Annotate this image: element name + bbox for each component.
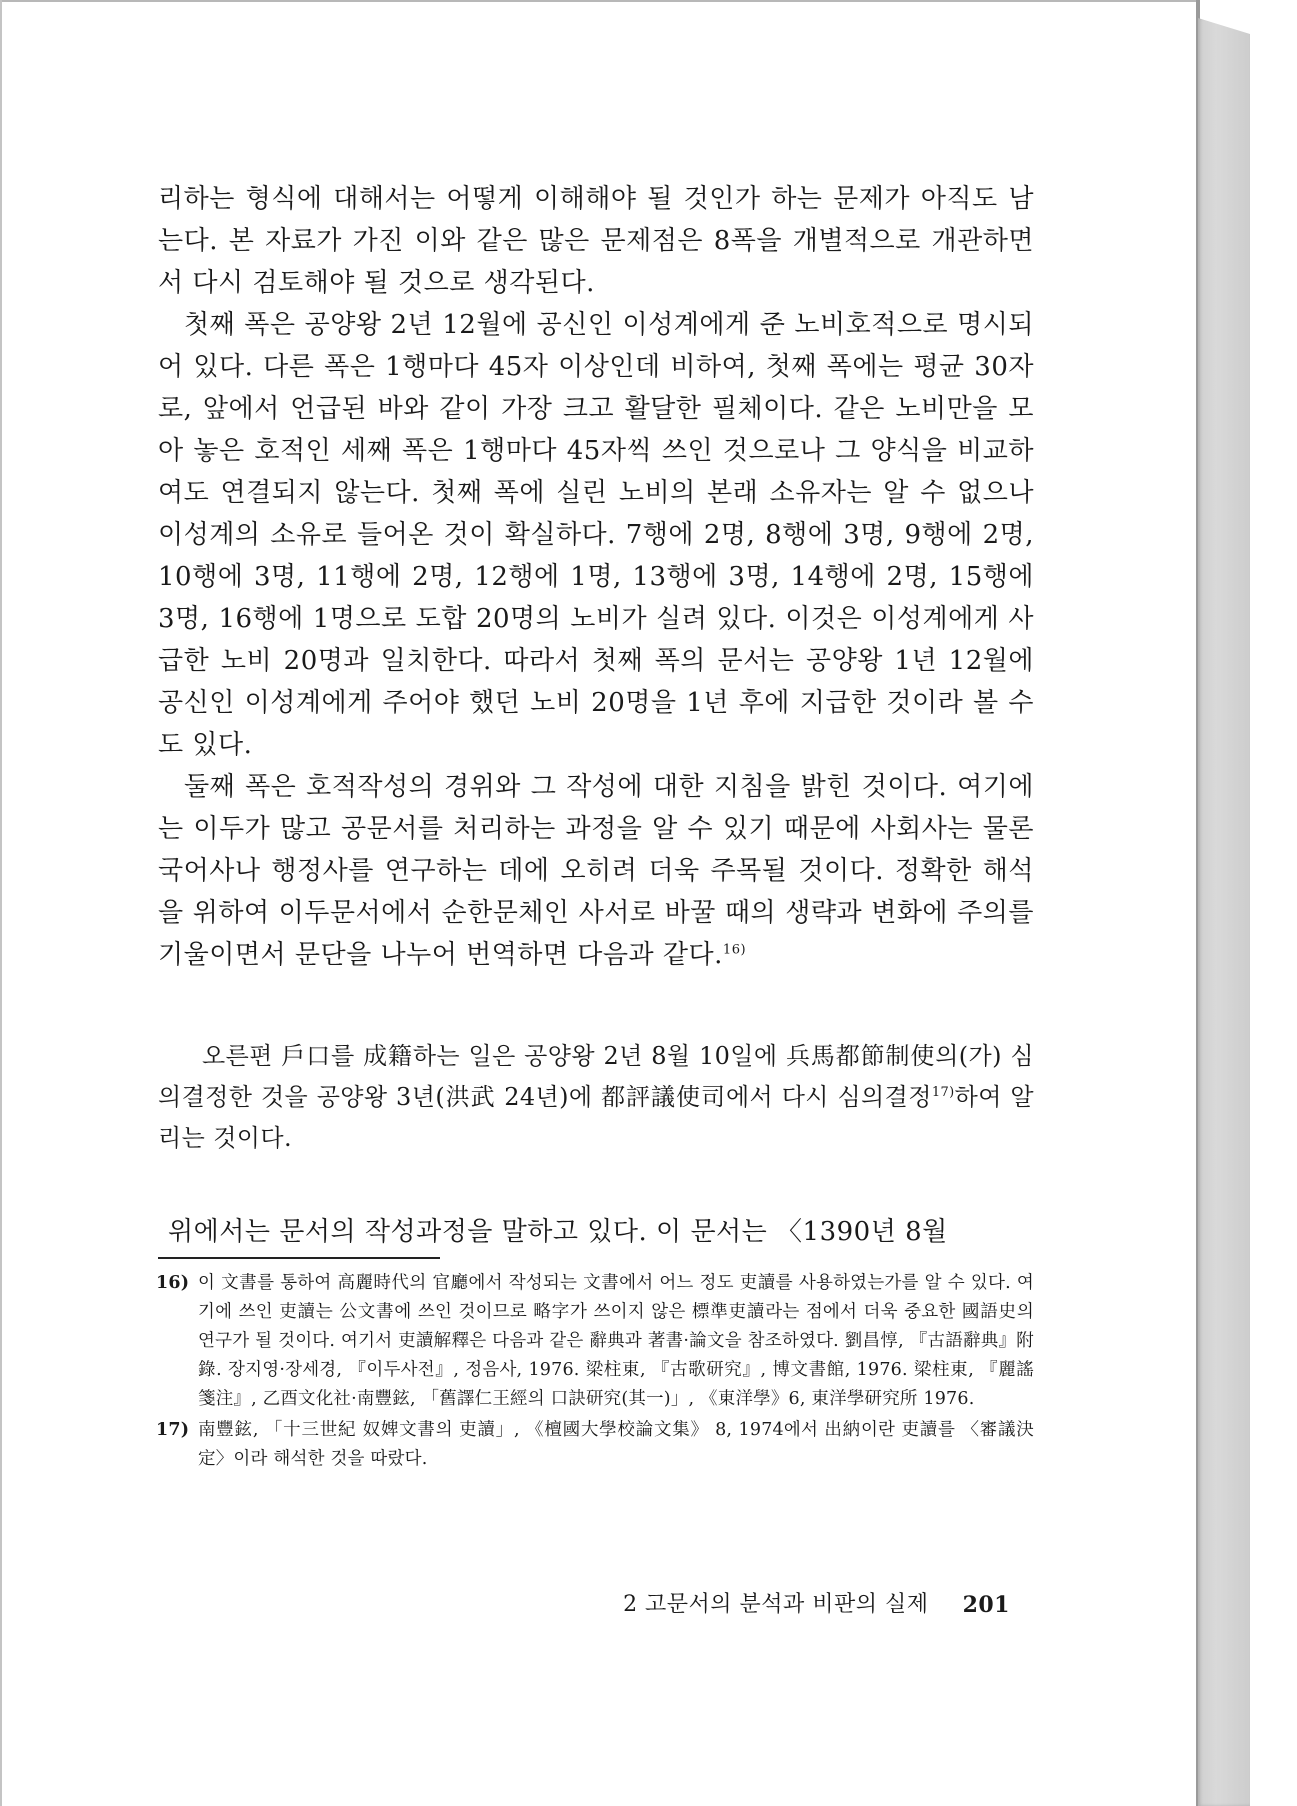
footnote-divider [158,1257,440,1259]
footnote-ref-16: 16) [722,942,747,958]
footnote-number: 16) [156,1273,190,1293]
footnote-number: 17) [156,1420,190,1440]
running-footer [600,1590,1010,1620]
page-top-edge [0,0,1198,2]
page-body [158,178,1034,1476]
footnote-ref-17: 17) [931,1085,955,1100]
body-paragraph-2: 첫째 폭은 공양왕 2년 12월에 공신인 이성계에게 준 노비호적으로 명시되어 있다. 다른 폭은 1행마다 45자 이상인데 비하여, 첫째 폭에는 평균 30자로, 앞에서 언급된 바와 같이 가장 크고 활달한 필체이다. 같은 노비만을 모아 놓은 호적인 세째 폭은 1행마다 45자씩 쓰인 것으로나 그 양식을 비교하여도 연결되지 않는다. 첫째 폭에 실린 노비의 본래 소유자는 알 수 없으나 이성계의 소유로 들어온 것이 확실하다. 7행에 2명, 8행에 3명, 9행에 2명, 10행에 3명, 11행에 2명, 12행에 1명, 13행에 3명, 14행에 2명, 15행에 3명, 16행에 1명으로 도합 20명의 노비가 실려 있다. 이것은 이성계에게 사급한 노비 20명과 일치한다. 따라서 첫째 폭의 문서는 공양왕 1년 12월에 공신인 이성계에게 주어야 했던 노비 20명을 1년 후에 지급한 것이라 볼 수도 있다. [158,310,1034,760]
body-paragraph-1: 리하는 형식에 대해서는 어떻게 이해해야 될 것인가 하는 문제가 아직도 남는다. 본 자료가 가진 이와 같은 많은 문제점은 8폭을 개별적으로 개관하면서 다시 검토해야 될 것으로 생각된다. [158,184,1034,298]
page-number: 201 [962,1592,1010,1618]
book-side-thickness [1198,18,1250,1806]
footnote-17 [156,1416,1034,1474]
body-paragraph-3 [158,766,1034,976]
translated-quote [158,1036,1034,1159]
page-left-edge [0,0,2,1806]
footnote-16 [156,1269,1034,1414]
continuing-paragraph: 위에서는 문서의 작성과정을 말하고 있다. 이 문서는 〈1390년 8월 [168,1217,948,1247]
footnote-text: 이 文書를 통하여 高麗時代의 官廳에서 작성되는 文書에서 어느 정도 吏讀를 사용하였는가를 알 수 있다. 여기에 쓰인 吏讀는 公文書에 쓰인 것이므로 略字가 쓰이지 않은 標準吏讀라는 점에서 더욱 중요한 國語史의 연구가 될 것이다. 여기서 吏讀解釋은 다음과 같은 辭典과 著書·論文을 참조하였다. 劉昌惇, 『古語辭典』附錄. 장지영·장세경, 『이두사전』, 정음사, 1976. 梁柱東, 『古歌研究』, 博文書館, 1976. 梁柱東, 『麗謠箋注』, 乙酉文化社·南豐鉉, 「舊譯仁王經의 口訣研究(其一)」, 《東洋學》6, 東洋學研究所 1976. [198,1273,1034,1409]
quote-text: 오른편 戶口를 成籍하는 일은 공양왕 2년 8월 10일에 兵馬都節制使의(가) 심의결정한 것을 공양왕 3년(洪武 24년)에 都評議使司에서 다시 심의결정 [158,1042,1034,1111]
quote-tail: 하여 알리는 것이다. [158,1083,1035,1152]
footnote-text: 南豐鉉, 「十三世紀 奴婢文書의 吏讀」, 《檀國大學校論文集》 8, 1974에서 出納이란 吏讀를 〈審議決定〉이라 해석한 것을 따랐다. [198,1420,1034,1469]
body-paragraph-3-text: 둘째 폭은 호적작성의 경위와 그 작성에 대한 지침을 밝힌 것이다. 여기에는 이두가 많고 공문서를 처리하는 과정을 알 수 있기 때문에 사회사는 물론 국어사나 행정사를 연구하는 데에 오히려 더욱 주목될 것이다. 정확한 해석을 위하여 이두문서에서 순한문체인 사서로 바꿀 때의 생략과 변화에 주의를 기울이면서 문단을 나누어 번역하면 다음과 같다. [158,772,1034,970]
chapter-title: 2 고문서의 분석과 비판의 실제 [623,1592,929,1617]
